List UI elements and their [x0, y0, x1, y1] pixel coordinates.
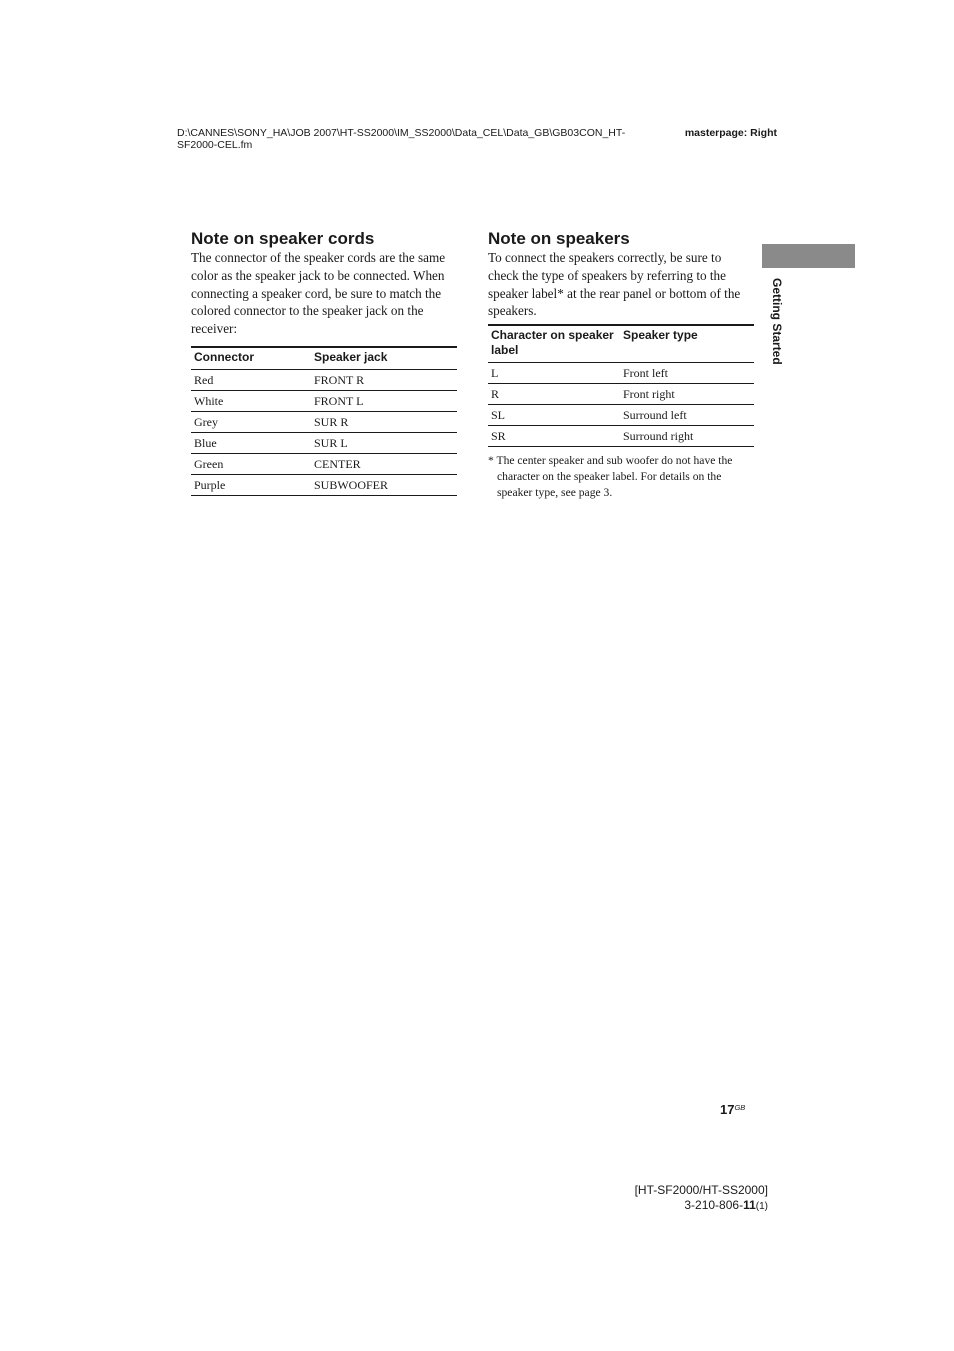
table-row: [488, 405, 754, 426]
section-label: Getting Started: [770, 278, 784, 365]
column-header: Connector: [191, 347, 311, 370]
table-cell: Front right: [620, 384, 754, 405]
table-cell: Grey: [191, 411, 311, 432]
table-row: [488, 363, 754, 384]
section-body: To connect the speakers correctly, be sure to check the type of speakers by referring to the speaker label* at the rear panel or bottom of the speakers.: [488, 250, 741, 319]
table-cell: SL: [488, 405, 620, 426]
table-header-row: [191, 347, 457, 370]
column-header: Speaker jack: [311, 347, 457, 370]
table-cell: FRONT R: [311, 369, 457, 390]
section-body: The connector of the speaker cords are the same color as the speaker jack to be connected. When connecting a speaker cord, be sure to match the colored connector to the speaker jack on the receiver:: [191, 250, 446, 337]
table-header-row: [488, 325, 754, 363]
speakers-section: [488, 229, 754, 501]
table-cell: SR: [488, 426, 620, 447]
part-number-version: 11: [743, 1198, 756, 1212]
part-number: [635, 1198, 768, 1214]
page-region-suffix: GB: [734, 1103, 746, 1112]
page-number-value: 17: [720, 1102, 735, 1117]
masterpage-label: masterpage: Right: [684, 127, 777, 139]
column-header: Speaker type: [620, 325, 754, 363]
section-tab: [762, 244, 855, 268]
table-cell: SUBWOOFER: [311, 474, 457, 495]
table-cell: White: [191, 390, 311, 411]
column-header: Character on speaker label: [488, 325, 620, 363]
table-row: [191, 432, 457, 453]
table-cell: Blue: [191, 432, 311, 453]
table-row: [191, 453, 457, 474]
speaker-type-table: [488, 324, 754, 447]
speaker-cords-section: [191, 229, 457, 496]
connector-table: [191, 346, 457, 496]
table-cell: R: [488, 384, 620, 405]
section-title: Note on speaker cords: [191, 229, 375, 248]
file-path: D:\CANNES\SONY_HA\JOB 2007\HT-SS2000\IM_SS2000\Data_CEL\Data_GB\GB03CON_HT-SF2000-CEL.fm: [177, 127, 626, 151]
table-cell: Front left: [620, 363, 754, 384]
table-row: [191, 369, 457, 390]
page-number: [720, 1102, 745, 1117]
table-row: [488, 384, 754, 405]
section-title: Note on speakers: [488, 229, 630, 248]
table-cell: Green: [191, 453, 311, 474]
table-cell: Surround left: [620, 405, 754, 426]
table-cell: FRONT L: [311, 390, 457, 411]
table-cell: L: [488, 363, 620, 384]
table-cell: Red: [191, 369, 311, 390]
part-number-suffix: (1): [755, 1201, 768, 1212]
table-row: [191, 390, 457, 411]
part-number-prefix: 3-210-806-: [684, 1198, 744, 1212]
footnote: * The center speaker and sub woofer do not have the character on the speaker label. For details on the speaker type, see page 3.: [488, 454, 733, 500]
table-cell: Surround right: [620, 426, 754, 447]
table-cell: CENTER: [311, 453, 457, 474]
table-cell: SUR L: [311, 432, 457, 453]
table-row: [191, 411, 457, 432]
table-cell: SUR R: [311, 411, 457, 432]
document-footer: [635, 1183, 768, 1214]
table-cell: Purple: [191, 474, 311, 495]
table-row: [191, 474, 457, 495]
model-label: [HT-SF2000/HT-SS2000]: [634, 1183, 768, 1197]
document-header: [177, 127, 777, 151]
table-row: [488, 426, 754, 447]
